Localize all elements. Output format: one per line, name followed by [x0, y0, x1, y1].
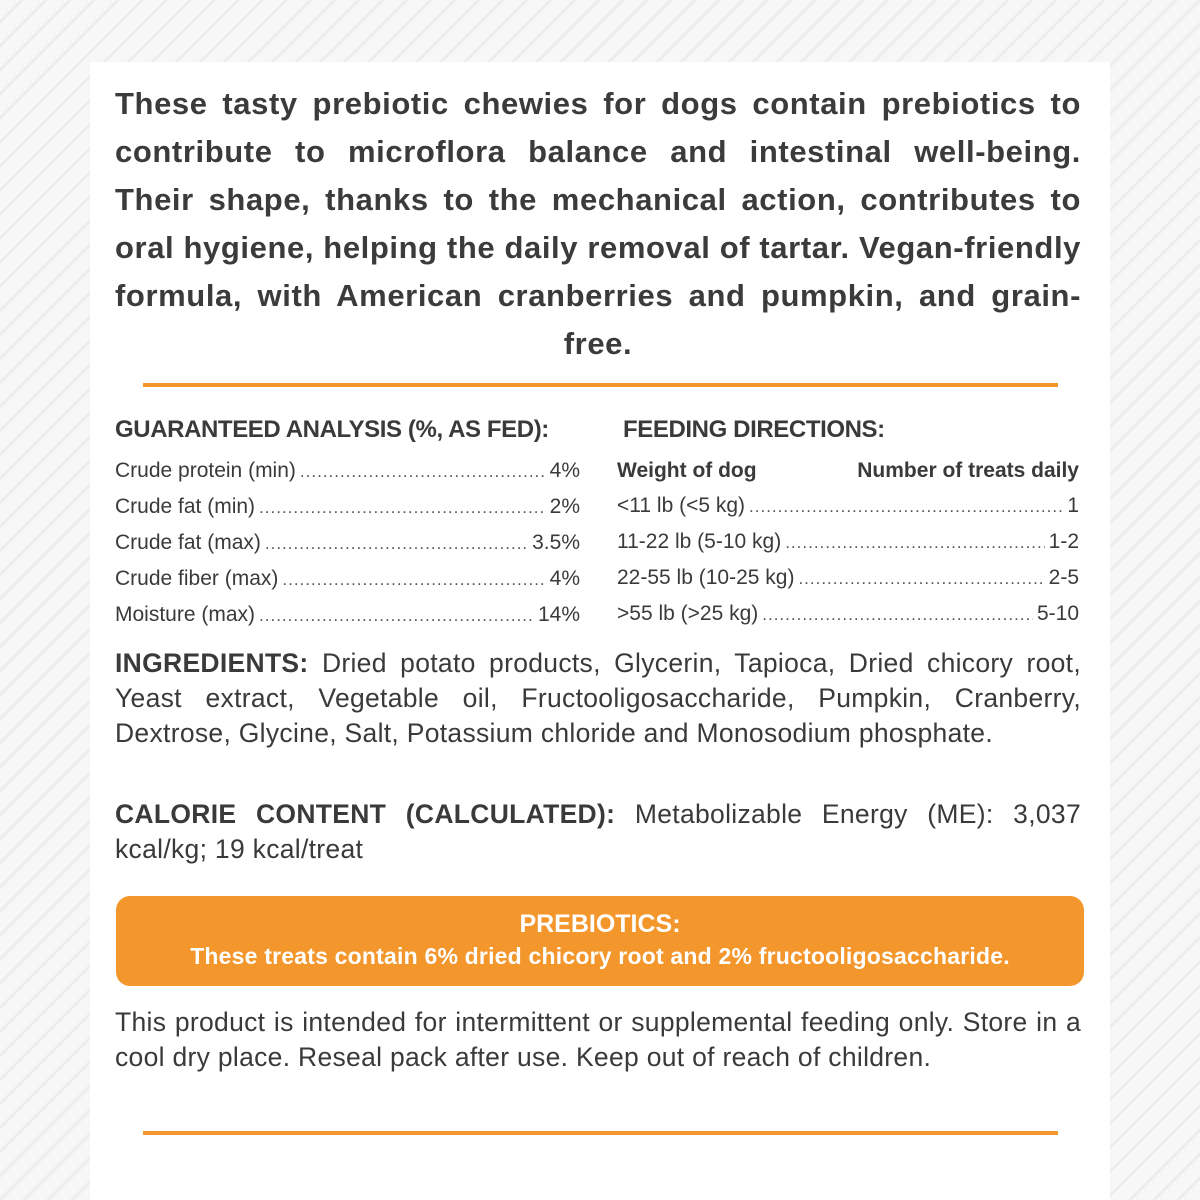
feeding-weight: >55 lb (>25 kg)	[617, 602, 759, 625]
analysis-row	[115, 525, 580, 561]
analysis-row	[115, 489, 580, 525]
analysis-label: Crude protein (min)	[115, 459, 296, 482]
feeding-column-headers	[617, 453, 1079, 488]
analysis-value: 4%	[549, 567, 580, 590]
prebiotics-text: These treats contain 6% dried chicory root and 2% fructooligosaccharide.	[190, 943, 1010, 969]
analysis-row	[115, 597, 580, 633]
prebiotics-title: PREBIOTICS:	[519, 910, 681, 938]
feeding-heading: FEEDING DIRECTIONS:	[623, 416, 885, 443]
analysis-row	[115, 561, 580, 597]
analysis-row	[115, 453, 580, 489]
analysis-value: 2%	[549, 495, 580, 518]
dot-leader	[798, 561, 1044, 596]
dot-leader	[785, 525, 1044, 560]
analysis-label: Moisture (max)	[115, 603, 256, 626]
top-divider	[143, 383, 1058, 387]
feeding-treats: 1-2	[1048, 530, 1079, 553]
analysis-value: 4%	[549, 459, 580, 482]
dot-leader	[259, 598, 534, 633]
dot-leader	[762, 597, 1033, 632]
feeding-row	[617, 596, 1079, 632]
dot-leader	[282, 562, 545, 597]
feeding-weight: 11-22 lb (5-10 kg)	[617, 530, 782, 553]
analysis-value: 3.5%	[532, 531, 580, 554]
feeding-row	[617, 524, 1079, 560]
dot-leader	[300, 454, 546, 489]
feeding-treats: 2-5	[1048, 566, 1079, 589]
ingredients-label: INGREDIENTS:	[115, 648, 309, 678]
dot-leader	[259, 490, 546, 525]
dot-leader	[749, 489, 1063, 524]
guaranteed-analysis	[115, 413, 580, 633]
feeding-weight: 22-55 lb (10-25 kg)	[617, 566, 795, 589]
calorie-paragraph	[115, 797, 1081, 867]
ingredients-paragraph	[115, 646, 1081, 751]
feeding-weight: <11 lb (<5 kg)	[617, 494, 746, 517]
analysis-value: 14%	[537, 603, 580, 626]
analysis-label: Crude fiber (max)	[115, 567, 279, 590]
feeding-treats: 5-10	[1036, 602, 1079, 625]
calorie-text: Metabolizable Energy (ME): 3,037 kcal/kg; 19 kcal/treat	[115, 799, 1081, 864]
weight-column-header: Weight of dog	[617, 459, 757, 482]
calorie-label: CALORIE CONTENT (CALCULATED):	[115, 799, 616, 829]
prebiotics-callout	[116, 896, 1084, 986]
feeding-row	[617, 560, 1079, 596]
treats-column-header: Number of treats daily	[857, 459, 1079, 482]
analysis-heading: GUARANTEED ANALYSIS (%, AS FED):	[115, 416, 549, 443]
feeding-row	[617, 488, 1079, 524]
feeding-treats: 1	[1067, 494, 1079, 517]
dot-leader	[265, 526, 528, 561]
analysis-label: Crude fat (min)	[115, 495, 256, 518]
analysis-label: Crude fat (max)	[115, 531, 261, 554]
feeding-directions	[617, 413, 1079, 632]
ingredients-text: Dried potato products, Glycerin, Tapioca, Dried chicory root, Yeast extract, Vegetable oil, Fructooligosaccharide, Pumpkin, Cranberry, Dextrose, Glycine, Salt, Potassium chloride and Monosodium phosphate.	[115, 648, 1081, 748]
bottom-divider	[143, 1131, 1058, 1135]
disclaimer-paragraph: This product is intended for intermittent or supplemental feeding only. Store in a cool dry place. Reseal pack after use. Keep out of reach of children.	[115, 1007, 1081, 1072]
intro-paragraph: These tasty prebiotic chewies for dogs contain prebiotics to contribute to microflora balance and intestinal well-being. Their shape, thanks to the mechanical action, contributes to oral hygiene, helping the daily removal of tartar. Vegan-friendly formula, with American cranberries and pumpkin, and grain-free.	[115, 86, 1081, 361]
